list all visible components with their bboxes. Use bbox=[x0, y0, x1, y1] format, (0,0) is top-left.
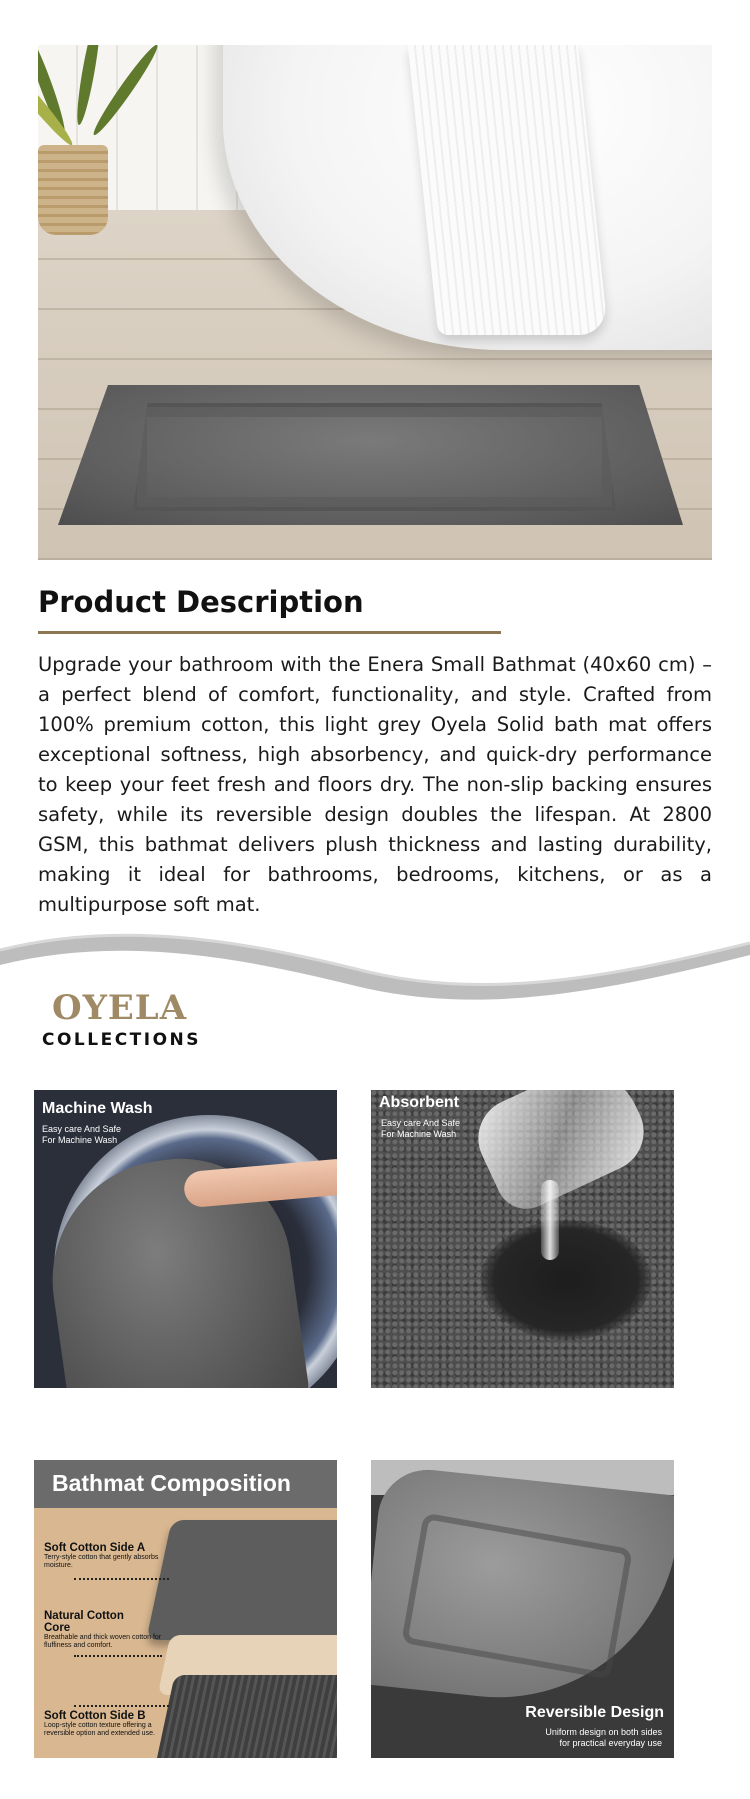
hero-product-image bbox=[38, 45, 712, 560]
composition-core: Natural Cotton Core Breathable and thick woven cotton for fluffiness and comfort. bbox=[44, 1610, 162, 1650]
tile-subtitle-line1: Easy care And Safe bbox=[42, 1124, 122, 1134]
tile-subtitle-line1: Uniform design on both sides bbox=[545, 1727, 662, 1737]
feature-tile-composition bbox=[34, 1460, 337, 1758]
tile-subtitle-line2: for practical everyday use bbox=[559, 1738, 662, 1748]
tile-title: Bathmat Composition bbox=[52, 1470, 291, 1496]
feature-tile-machine-wash bbox=[34, 1090, 337, 1388]
feature-tile-absorbent bbox=[371, 1090, 674, 1388]
composition-side-b: Soft Cotton Side B Loop-style cotton texture offering a reversible option and extended use. bbox=[44, 1710, 155, 1738]
product-description-title: Product Description bbox=[38, 585, 364, 619]
tile-subtitle-line2: For Machine Wash bbox=[42, 1135, 118, 1145]
tile-title: Reversible Design bbox=[525, 1704, 664, 1721]
feature-tile-reversible bbox=[371, 1460, 674, 1758]
brand-logo-name: OYELA bbox=[52, 988, 188, 1028]
tile-title: Absorbent bbox=[379, 1094, 459, 1111]
title-underline bbox=[38, 631, 501, 634]
composition-side-a: Soft Cotton Side A Terry-style cotton that gently absorbs moisture. bbox=[44, 1542, 159, 1570]
product-description-text: Upgrade your bathroom with the Enera Small Bathmat (40x60 cm) – a perfect blend of comfort, functionality, and style. Crafted from 100% premium cotton, this light grey Oyela Solid bath mat offers exceptional softness, high absorbency, and quick-dry performance to keep your feet fresh and floors dry. The non-slip backing ensures safety, while its reversible design doubles the lifespan. At 2800 GSM, this bathmat delivers plush thickness and lasting durability, making it ideal for bathrooms, bedrooms, kitchens, or as a multipurpose soft mat. bbox=[38, 653, 712, 916]
tile-title: Machine Wash bbox=[42, 1100, 153, 1117]
brand-logo-subtitle: COLLECTIONS bbox=[42, 1030, 202, 1050]
tile-subtitle-line2: For Machine Wash bbox=[381, 1129, 457, 1139]
tile-subtitle-line1: Easy care And Safe bbox=[381, 1118, 461, 1128]
